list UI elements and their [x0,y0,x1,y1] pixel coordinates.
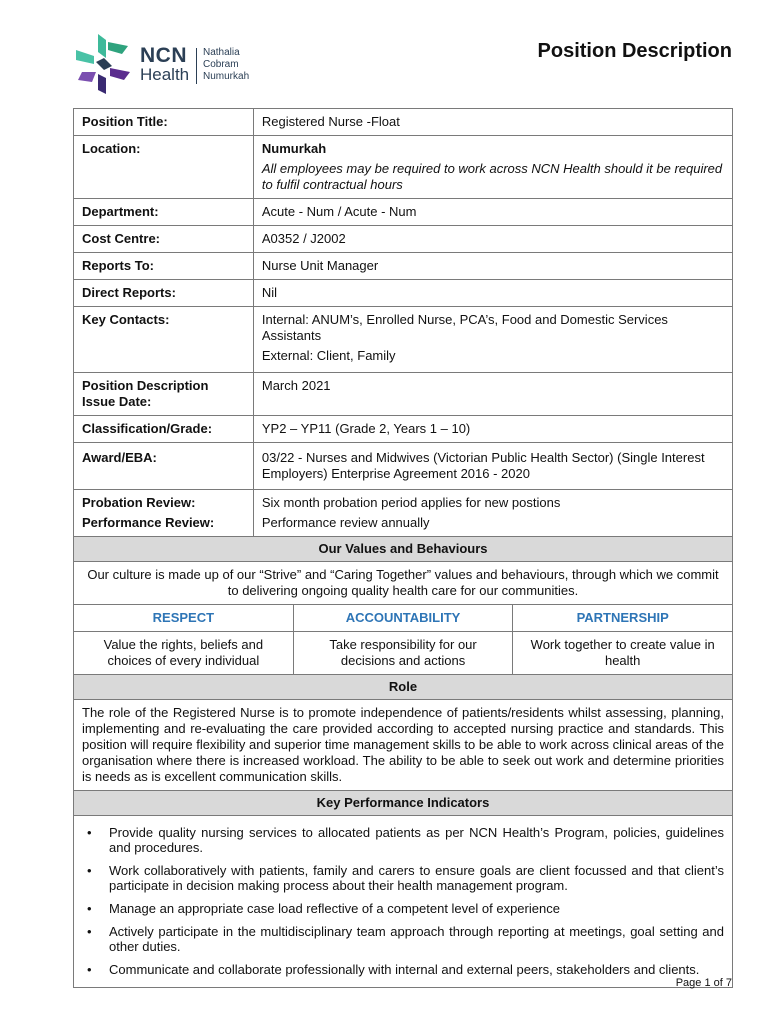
row-cost-centre [74,226,733,253]
location-note: All employees may be required to work across NCN Health should it be required to fulfil contractual hours [261,161,723,192]
row-key-contacts [74,307,733,373]
kpi-item-text: Actively participate in the multidisciplinary team approach through reporting at meetings, goal setting and other duties. [109,924,724,954]
key-contacts-internal: Internal: ANUM’s, Enrolled Nurse, PCA’s, Food and Domestic Services Assistants [261,312,668,343]
bullet-icon: • [87,901,92,916]
value-desc-accountability: Take responsibility for our decisions and actions [293,632,513,675]
row-reports-to [74,253,733,280]
row-classification [74,416,733,443]
cost-centre-label: Cost Centre: [74,226,254,253]
row-value-names [74,605,733,632]
ncn-logo-mark-icon [72,32,134,96]
row-position-title [74,109,733,136]
page-number: Page 1 of 7 [675,977,732,989]
logo-town-cobram: Cobram [203,59,239,70]
reports-to-label: Reports To: [74,253,254,280]
kpi-item-text: Communicate and collaborate professionally with internal and external peers, stakeholders and clients. [109,962,700,977]
ncn-health-logo [72,32,272,98]
row-role-text [74,700,733,791]
classification-label: Classification/Grade: [74,416,254,443]
bullet-icon: • [87,924,92,939]
values-section-title: Our Values and Behaviours [74,537,733,562]
values-intro: Our culture is made up of our “Strive” and “Caring Together” values and behaviours, through which we commit to delivering ongoing quality health care for our communities. [74,562,733,605]
reports-to-value: Nurse Unit Manager [253,253,732,280]
issue-date-label: Position Description Issue Date: [74,373,254,416]
award-label: Award/EBA: [74,443,254,490]
document-title: Position Description [537,40,732,62]
list-item [82,962,724,977]
direct-reports-value: Nil [253,280,732,307]
kpi-item-text: Work collaboratively with patients, family and carers to ensure goals are client focussed and that client’s participate in decision making process about their health management program. [109,863,724,893]
role-text: The role of the Registered Nurse is to promote independence of patients/residents whilst assessing, planning, implementing and re-evaluating the care provided according to accepted nursing practice and standards. This position will require flexibility and superior time management skills to be able to work across clinical areas of the organisation where there is increased workload. The ability to be able to seek out work and determine priorities is needs as is excellent communication skills. [74,700,733,791]
bullet-icon: • [87,962,92,977]
kpi-item-text: Provide quality nursing services to allocated patients as per NCN Health’s Program, policies, guidelines and procedures. [109,825,724,855]
location-cell [253,136,732,199]
value-name-accountability: ACCOUNTABILITY [293,605,513,632]
kpi-list [82,825,724,977]
row-value-descs [74,632,733,675]
key-contacts-cell [253,307,732,373]
page-header [0,0,770,100]
value-name-respect: RESPECT [74,605,294,632]
logo-ncn-text: NCN [140,44,187,67]
position-title-label: Position Title: [74,109,254,136]
value-name-partnership: PARTNERSHIP [513,605,733,632]
role-section-header [74,675,733,700]
logo-town-nathalia: Nathalia [203,47,240,58]
probation-value: Six month probation period applies for new postions [261,495,561,510]
probation-label: Probation Review: [82,495,196,510]
kpi-section-title: Key Performance Indicators [74,791,733,816]
value-desc-partnership: Work together to create value in health [513,632,733,675]
position-title-value: Registered Nurse -Float [253,109,732,136]
bullet-icon: • [87,863,92,878]
reviews-value-cell [253,490,732,537]
row-issue-date [74,373,733,416]
row-reviews [74,490,733,537]
location-label: Location: [74,136,254,199]
reviews-label-cell [74,490,254,537]
key-contacts-external: External: Client, Family [261,348,396,363]
row-location [74,136,733,199]
department-label: Department: [74,199,254,226]
key-contacts-label: Key Contacts: [74,307,254,373]
bullet-icon: • [87,825,92,840]
value-desc-respect: Value the rights, beliefs and choices of every individual [74,632,294,675]
row-award [74,443,733,490]
performance-label: Performance Review: [82,515,215,530]
position-table [73,108,733,988]
role-section-title: Role [74,675,733,700]
kpi-item-text: Manage an appropriate case load reflective of a competent level of experience [109,901,560,916]
row-direct-reports [74,280,733,307]
row-kpi-list [74,816,733,988]
row-department [74,199,733,226]
logo-divider [196,48,197,84]
logo-health-text: Health [140,65,190,84]
kpi-cell [74,816,733,988]
values-section-header [74,537,733,562]
list-item [82,825,724,855]
list-item [82,924,724,954]
department-value: Acute - Num / Acute - Num [253,199,732,226]
row-values-intro [74,562,733,605]
logo-town-numurkah: Numurkah [203,71,250,82]
direct-reports-label: Direct Reports: [74,280,254,307]
cost-centre-value: A0352 / J2002 [253,226,732,253]
issue-date-value: March 2021 [253,373,732,416]
kpi-section-header [74,791,733,816]
location-value: Numurkah [261,141,327,156]
award-value: 03/22 - Nurses and Midwives (Victorian Public Health Sector) (Single Interest Employers) Enterprise Agreement 2016 - 2020 [253,443,732,490]
performance-value: Performance review annually [261,515,430,530]
classification-value: YP2 – YP11 (Grade 2, Years 1 – 10) [253,416,732,443]
list-item [82,901,724,916]
logo-towns [203,47,249,83]
list-item [82,863,724,893]
